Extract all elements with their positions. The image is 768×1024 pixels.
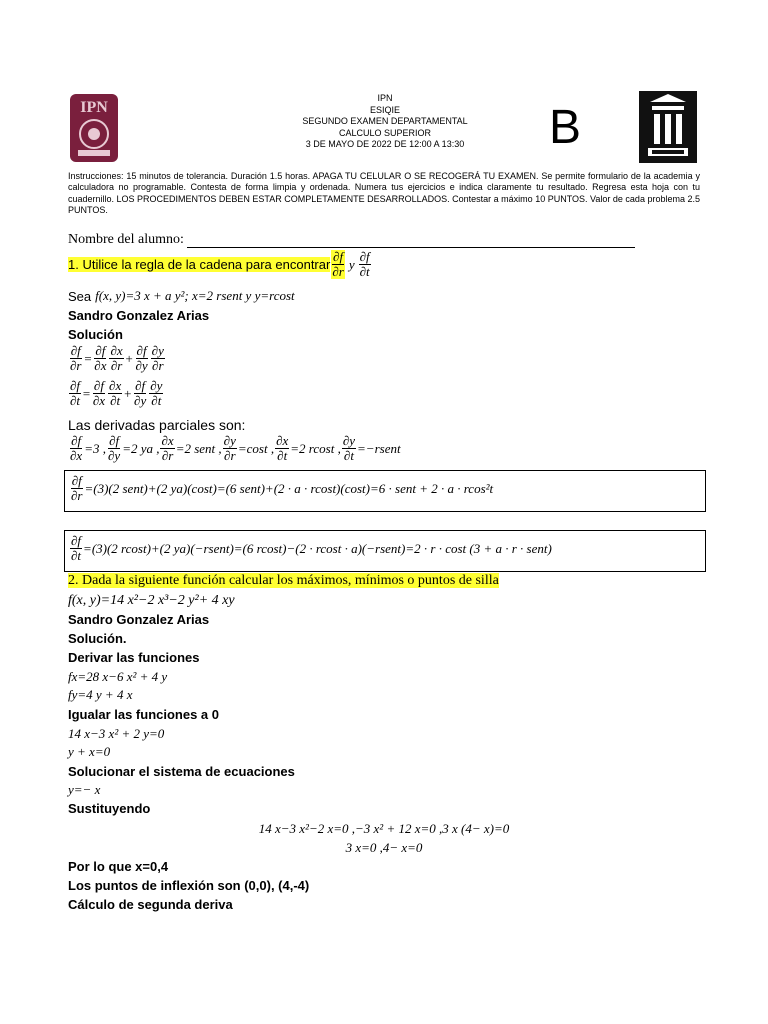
partial-derivatives: $\frac{\partial f}{\partial x}$ =3 , $\frac{\partial f}{\partial y}$ =2 ya , $\frac{\partial x}{\partial r}$ =2 sent , $\frac{\partial y}{\partial r}$ =cost , $\frac{\partial x}{\partial t}$ =2 rcost , $\frac{\partial y}{\partial t}$ =−rsent xyxy=(70,433,401,463)
fx-equation: fx=28 x−6 x² + 4 y xyxy=(68,669,168,684)
critical-points: Los puntos de inflexión son (0,0), (4,-4) xyxy=(68,878,310,893)
problem1-statement xyxy=(68,250,372,279)
equation-2: y + x=0 xyxy=(68,744,111,759)
equation-1: 14 x−3 x² + 2 y=0 xyxy=(68,726,165,741)
header-school: ESIQIE xyxy=(369,104,400,115)
result-t: =(3)(2 rcost)+(2 ya)(−rsent)=(6 rcost)−(2 · rcost · a)(−rsent)=2 · r · cost (3 + a · r · sent) xyxy=(83,540,552,556)
partials-label: Las derivadas parciales son: xyxy=(68,417,246,433)
problem1-given: Sea f(x, y)=3 x + a y²; x=2 rsent y y=rcost xyxy=(68,288,295,304)
df-dt-fraction: $\frac{\partial f}{\partial t}$ xyxy=(359,249,370,279)
svg-text:IPN: IPN xyxy=(80,99,108,116)
derive-label: Derivar las funciones xyxy=(68,650,200,665)
second-derivative-label: Cálculo de segunda deriva xyxy=(68,897,233,912)
header-institution: IPN xyxy=(377,93,393,103)
instructions: Instrucciones: 15 minutos de tolerancia. Duración 1.5 horas. APAGA TU CELULAR O SE RECOGERÁ TU EXAMEN. Se permite formulario de la academia y calculadora no programable. Contesta de forma limpia y ordenada. Numera tus ejercicios e indica claramente tu resultado. Regresa esta hoja con tu cuadernillo. LOS PROCEDIMENTOS DEBEN ESTAR COMPLETAMENTE DESARROLLADOS. Contestar a máximo 10 PUNTOS. Valor de cada problema 2.5 PUNTOS. xyxy=(68,171,700,215)
conjunction-y: y xyxy=(348,256,355,272)
result-box-t: $\frac{\partial f}{\partial t}$ =(3)(2 rcost)+(2 ya)(−rsent)=(6 rcost)−(2 · rcost · a)(−rsent)=2 · r · cost (3 + a · r · sent) xyxy=(64,530,706,572)
problem1-solution-label: Solución xyxy=(68,327,123,342)
name-blank-line xyxy=(187,233,635,248)
problem2-student: Sandro Gonzalez Arias xyxy=(68,612,210,627)
given-function: f(x, y)=3 x + a y²; x=2 rsent y y=rcost xyxy=(95,288,295,303)
x-values: Por lo que x=0,4 xyxy=(68,859,169,874)
substitute-label: Sustituyendo xyxy=(68,801,151,816)
y-equals-minus-x: y=− x xyxy=(68,782,101,797)
header-date: 3 DE MAYO DE 2022 DE 12:00 A 13:30 xyxy=(305,139,465,149)
esiqie-logo xyxy=(638,90,698,164)
chain-rule-t: $\frac{\partial f}{\partial t}$ = $\frac{\partial f}{\partial x}$ $\frac{\partial x}{\partial t}$ + $\frac{\partial f}{\partial y}$ $\frac{\partial y}{\partial t}$ xyxy=(70,378,163,408)
problem2-statement: 2. Dada la siguiente función calcular los máximos, mínimos o puntos de silla xyxy=(68,573,499,588)
problem1-text: 1. Utilice la regla de la cadena para encontrar xyxy=(68,257,331,272)
problem2-function: f(x, y)=14 x²−2 x³−2 y²+ 4 xy xyxy=(68,593,235,608)
exam-version: B xyxy=(549,101,582,154)
df-dr-fraction: $\frac{\partial f}{\partial r}$ xyxy=(332,249,344,279)
solve-system-label: Solucionar el sistema de ecuaciones xyxy=(68,764,295,779)
exam-header xyxy=(250,93,520,151)
name-label: Nombre del alumno: xyxy=(68,232,184,247)
problem1-student: Sandro Gonzalez Arias xyxy=(68,308,210,323)
substitution-line-1: 14 x−3 x²−2 x=0 ,−3 x² + 12 x=0 ,3 x (4− x)=0 xyxy=(258,821,510,836)
name-field[interactable] xyxy=(68,232,635,248)
header-subject: CALCULO SUPERIOR xyxy=(338,127,432,138)
problem2-solution-label: Solución. xyxy=(68,631,127,646)
ipn-logo xyxy=(66,92,122,164)
fy-equation: fy=4 y + 4 x xyxy=(68,687,133,702)
result-box-r: $\frac{\partial f}{\partial r}$ =(3)(2 sent)+(2 ya)(cost)=(6 sent)+(2 · a · rcost)(cost)=6 · sent + 2 · a · rcos²t xyxy=(64,470,706,512)
result-r: =(3)(2 sent)+(2 ya)(cost)=(6 sent)+(2 · a · rcost)(cost)=6 · sent + 2 · a · rcos²t xyxy=(84,480,494,496)
chain-rule-r: $\frac{\partial f}{\partial r}$ = $\frac{\partial f}{\partial x}$ $\frac{\partial x}{\partial r}$ + $\frac{\partial f}{\partial y}$ $\frac{\partial y}{\partial r}$ xyxy=(70,343,164,373)
equal-zero-label: Igualar las funciones a 0 xyxy=(68,707,219,722)
substitution-line-2: 3 x=0 ,4− x=0 xyxy=(345,840,423,855)
header-exam-type: SEGUNDO EXAMEN DEPARTAMENTAL xyxy=(302,116,468,126)
